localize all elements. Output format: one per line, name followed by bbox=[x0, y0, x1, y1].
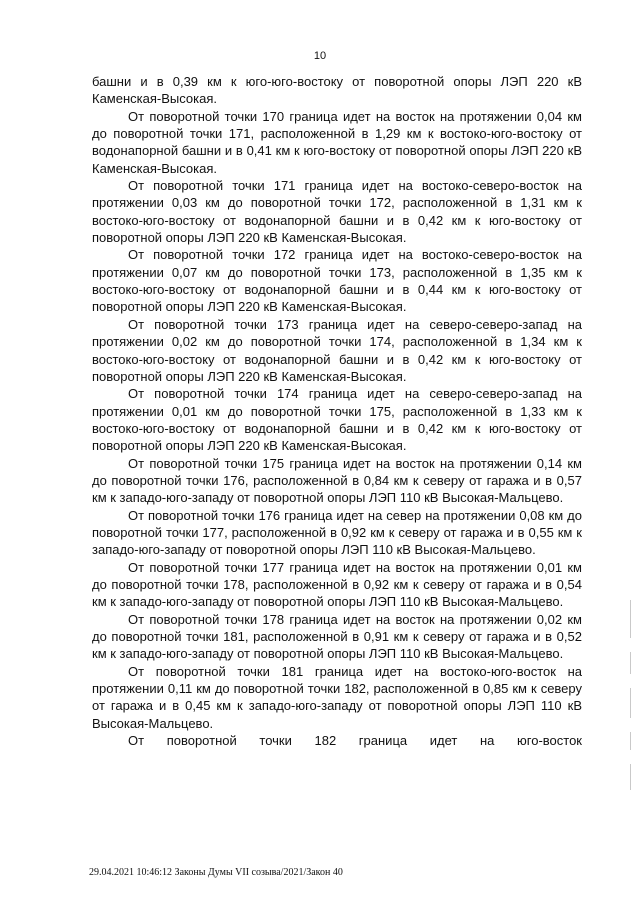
paragraph: От поворотной точки 178 граница идет на восток на протяжении 0,02 км до поворотной точки 181, расположенной в 0,91 км к северу от гаража и в 0,52 км к западо-юго-западу от поворотной опоры ЛЭП 110 кВ Высокая-Мальцево. bbox=[92, 611, 582, 662]
paragraph: От поворотной точки 175 граница идет на восток на протяжении 0,14 км до поворотной точки 176, расположенной в 0,84 км к северу от гаража и в 0,57 км к западо-юго-западу от поворотной опоры ЛЭП 110 кВ Высокая-Мальцево. bbox=[92, 455, 582, 506]
paragraph: От поворотной точки 177 граница идет на восток на протяжении 0,01 км до поворотной точки 178, расположенной в 0,92 км к северу от гаража и в 0,54 км к западо-юго-западу от поворотной опоры ЛЭП 110 кВ Высокая-Мальцево. bbox=[92, 559, 582, 610]
paragraph: От поворотной точки 173 граница идет на северо-северо-запад на протяжении 0,02 км до поворотной точки 174, расположенной в 1,34 км к востоко-юго-востоку от водонапорной башни и в 0,42 км к юго-востоку от поворотной опоры ЛЭП 220 кВ Каменская-Высокая. bbox=[92, 316, 582, 384]
margin-registration-stamp bbox=[630, 600, 634, 880]
paragraph: От поворотной точки 174 граница идет на северо-северо-запад на протяжении 0,01 км до поворотной точки 175, расположенной в 1,33 км к востоко-юго-востоку от водонапорной башни и в 0,42 км к юго-востоку от поворотной опоры ЛЭП 220 кВ Каменская-Высокая. bbox=[92, 386, 582, 454]
paragraph: От поворотной точки 171 граница идет на востоко-северо-восток на протяжении 0,03 км до поворотной точки 172, расположенной в 1,31 км к востоко-юго-востоку от водонапорной башни и в 0,42 км к юго-востоку от поворотной опоры ЛЭП 220 кВ Каменская-Высокая. bbox=[92, 178, 582, 246]
paragraph: От поворотной точки 170 граница идет на восток на протяжении 0,04 км до поворотной точки 171, расположенной в 1,29 км к востоко-юго-востоку от водонапорной башни и в 0,41 км к юго-востоку от поворотной опоры ЛЭП 220 кВ Каменская-Высокая. bbox=[92, 108, 582, 176]
document-body bbox=[92, 73, 582, 749]
document-footer: 29.04.2021 10:46:12 Законы Думы VII созыва/2021/Закон 40 bbox=[89, 867, 343, 878]
paragraph: От поворотной точки 176 граница идет на север на протяжении 0,08 км до поворотной точки 177, расположенной в 0,92 км к северу от гаража и в 0,55 км к западо-юго-западу от поворотной опоры ЛЭП 110 кВ Высокая-Мальцево. bbox=[92, 507, 582, 558]
paragraph-continued: От поворотной точки 182 граница идет на юго-восток bbox=[128, 733, 582, 749]
paragraph: башни и в 0,39 км к юго-юго-востоку от поворотной опоры ЛЭП 220 кВ Каменская-Высокая. bbox=[92, 74, 582, 107]
page-number: 10 bbox=[313, 50, 327, 62]
paragraph: От поворотной точки 172 граница идет на востоко-северо-восток на протяжении 0,07 км до поворотной точки 173, расположенной в 1,35 км к востоко-юго-востоку от водонапорной башни и в 0,44 км к юго-востоку от поворотной опоры ЛЭП 220 кВ Каменская-Высокая. bbox=[92, 247, 582, 315]
paragraph: От поворотной точки 181 граница идет на востоко-юго-восток на протяжении 0,11 км до поворотной точки 182, расположенной в 0,85 км к северу от гаража и в 0,45 км к западо-юго-западу от поворотной опоры ЛЭП 110 кВ Высокая-Мальцево. bbox=[92, 663, 582, 731]
